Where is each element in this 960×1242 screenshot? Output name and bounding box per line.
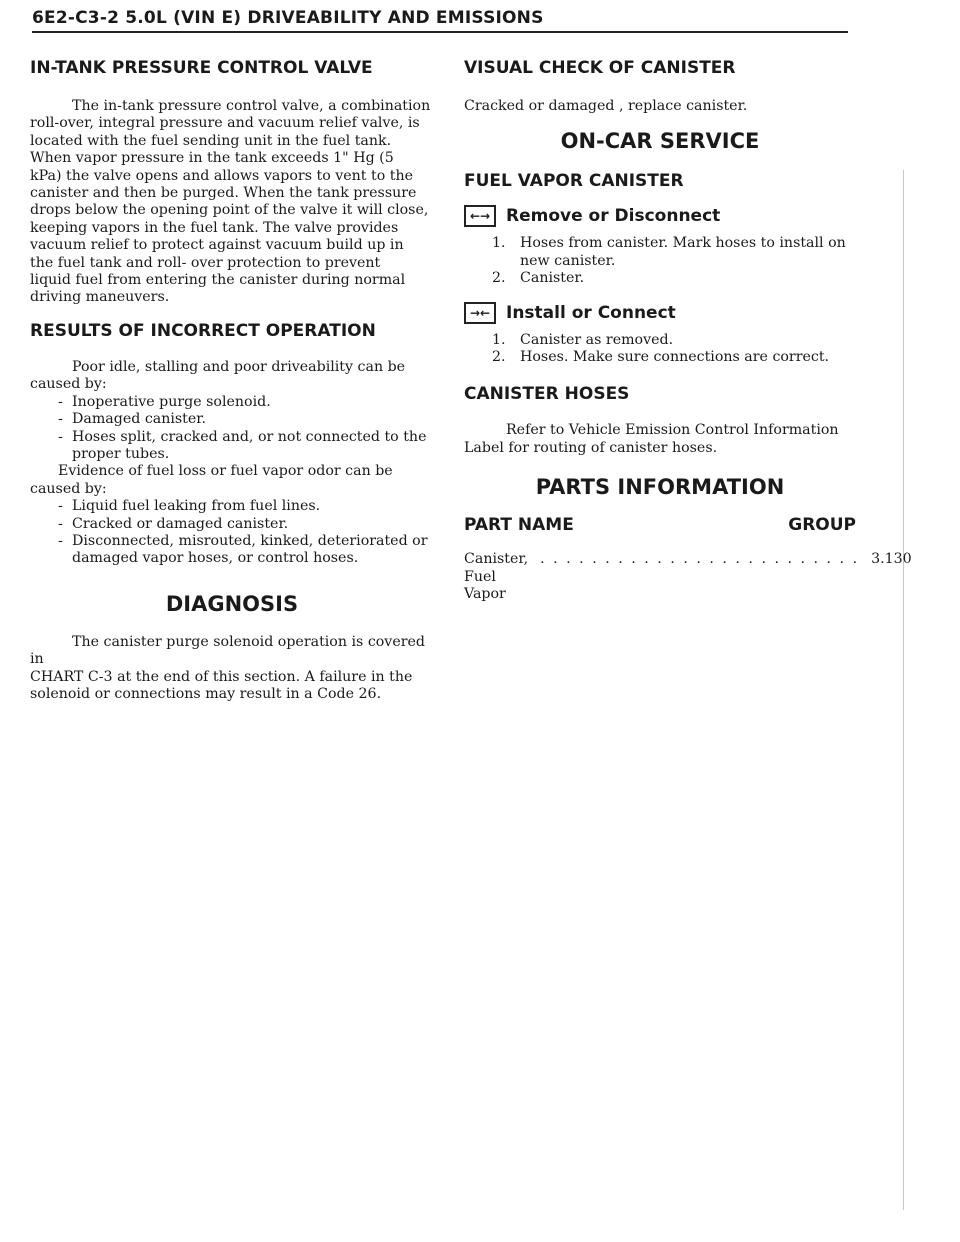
install-heading — [464, 302, 856, 324]
results-intro-line: caused by: — [30, 376, 107, 393]
parts-information-heading: PARTS INFORMATION — [535, 475, 785, 500]
para-line: roll-over, integral pressure and vacuum relief valve, is — [30, 115, 420, 132]
para-line: The in-tank pressure control valve, a combination — [72, 98, 431, 114]
list-item: - Cracked or damaged canister. — [58, 515, 289, 532]
para-line: When vapor pressure in the tank exceeds 1" Hg (5 — [30, 150, 394, 167]
install-heading-label: Install or Connect — [506, 302, 676, 323]
para-line: canister and then be purged. When the tank pressure — [30, 185, 417, 202]
right-column — [464, 58, 912, 603]
diagnosis-line: The canister purge solenoid operation is covered in — [30, 633, 425, 668]
list-item: 2. Canister. — [492, 270, 585, 287]
para-line: kPa) the valve opens and allows vapors to vent to the — [30, 167, 413, 184]
hoses-line: Label for routing of canister hoses. — [464, 439, 718, 456]
parts-table-header — [464, 515, 856, 535]
in-tank-valve-paragraph — [30, 98, 434, 307]
scan-margin-line — [903, 170, 904, 1210]
diagnosis-line: CHART C-3 at the end of this section. A failure in the — [30, 668, 413, 685]
results-intro-line: Poor idle, stalling and poor driveability can be — [72, 358, 406, 375]
list-item: - Damaged canister. — [58, 411, 207, 428]
para-line: liquid fuel from entering the canister during normal — [30, 272, 406, 289]
para-line: driving maneuvers. — [30, 289, 170, 306]
hoses-line: Refer to Vehicle Emission Control Information — [506, 422, 839, 439]
table-row — [464, 551, 912, 603]
remove-heading-label: Remove or Disconnect — [506, 206, 721, 227]
canister-hoses-heading: CANISTER HOSES — [464, 384, 630, 405]
list-item: - Disconnected, misrouted, kinked, deteriorated or damaged vapor hoses, or control hoses. — [58, 532, 428, 567]
evidence-intro-line: Evidence of fuel loss or fuel vapor odor can be — [58, 463, 393, 480]
para-line: the fuel tank and roll- over protection to prevent — [30, 254, 381, 271]
remove-arrows-icon: ←→ — [464, 205, 496, 227]
on-car-service-heading: ON-CAR SERVICE — [560, 129, 760, 154]
group-header: GROUP — [788, 515, 856, 536]
evidence-intro-line: caused by: — [30, 480, 107, 497]
left-column — [30, 58, 434, 703]
para-line: vacuum relief to protect against vacuum build up in — [30, 237, 404, 254]
part-name-cell: Canister, Fuel Vapor — [464, 551, 529, 603]
install-arrows-icon: →← — [464, 302, 496, 324]
visual-check-text: Cracked or damaged , replace canister. — [464, 98, 748, 114]
remove-heading — [464, 205, 856, 227]
results-list — [30, 394, 434, 464]
diagnosis-heading: DIAGNOSIS — [165, 591, 299, 616]
diagnosis-line: solenoid or connections may result in a Code 26. — [30, 685, 382, 702]
results-heading: RESULTS OF INCORRECT OPERATION — [30, 320, 376, 341]
list-item: 1. Hoses from canister. Mark hoses to install on new canister. — [492, 235, 846, 269]
part-group-cell: 3.130 — [871, 551, 912, 568]
remove-list — [464, 235, 856, 287]
list-item: 2. Hoses. Make sure connections are correct. — [492, 349, 830, 366]
list-item: 1. Canister as removed. — [492, 331, 674, 348]
para-line: keeping vapors in the fuel tank. The valve provides — [30, 219, 399, 236]
part-name-header: PART NAME — [464, 515, 574, 536]
page-header: 6E2-C3-2 5.0L (VIN E) DRIVEABILITY AND EMISSIONS — [32, 8, 848, 33]
para-line: drops below the opening point of the valve it will close, — [30, 202, 429, 219]
in-tank-valve-heading: IN-TANK PRESSURE CONTROL VALVE — [30, 58, 373, 78]
install-list — [464, 332, 856, 367]
dot-leader: . . . . . . . . . . . . . . . . . . . . . . . . . — [540, 551, 860, 568]
list-item: - Inoperative purge solenoid. — [58, 393, 271, 410]
list-item: - Hoses split, cracked and, or not connected to the proper tubes. — [58, 428, 427, 462]
evidence-list — [30, 498, 434, 568]
visual-check-heading: VISUAL CHECK OF CANISTER — [464, 58, 736, 78]
fuel-vapor-canister-heading: FUEL VAPOR CANISTER — [464, 171, 684, 192]
para-line: located with the fuel sending unit in the fuel tank. — [30, 132, 392, 149]
list-item: - Liquid fuel leaking from fuel lines. — [58, 498, 321, 515]
